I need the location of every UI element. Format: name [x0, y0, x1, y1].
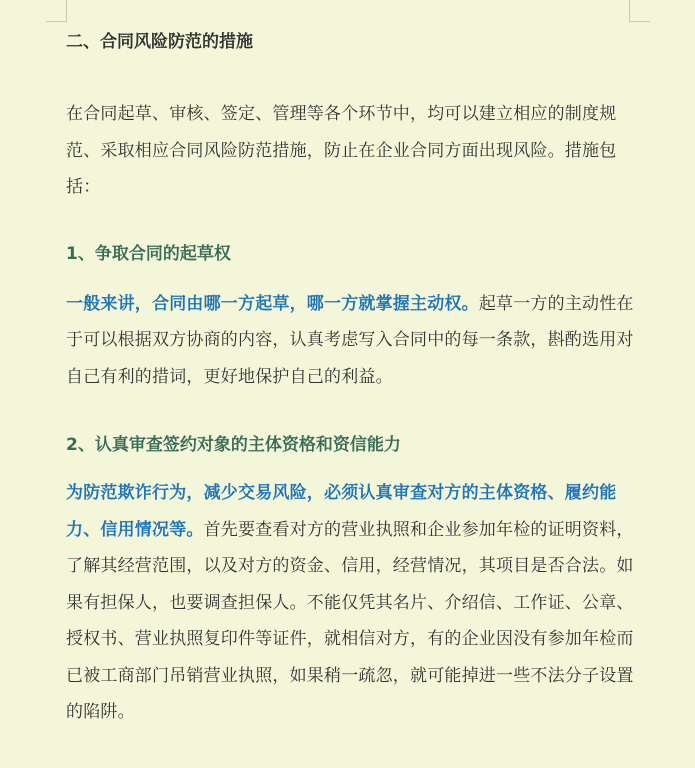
section-title: 二、合同风险防范的措施 [66, 32, 253, 52]
intro-paragraph: 在合同起草、审核、签定、管理等各个环节中，均可以建立相应的制度规范、采取相应合同风险防范措施，防止在企业合同方面出现风险。措施包括： [66, 104, 617, 197]
page-corner-mark-left [46, 0, 67, 22]
paragraph-2 [66, 475, 636, 731]
paragraph-1-body: 起草一方的主动性在于可以根据双方协商的内容，认真考虑写入合同中的每一条款，斟酌选用对自己有利的措词，更好地保护自己的利益。 [66, 293, 634, 387]
subheading-2: 2、认真审查签约对象的主体资格和资信能力 [66, 435, 401, 455]
paragraph-1-highlight: 一般来讲，合同由哪一方起草，哪一方就掌握主动权。 [66, 293, 479, 314]
document-page [66, 26, 636, 731]
paragraph-2-highlight: 为防范欺诈行为，减少交易风险，必须认真审查对方的主体资格、履约能力、信用情况等。 [66, 483, 617, 540]
page-corner-mark-right [629, 0, 650, 22]
paragraph-2-body: 首先要查看对方的营业执照和企业参加年检的证明资料，了解其经营范围，以及对方的资金、信用，经营情况，其项目是否合法。如果有担保人，也要调查担保人。不能仅凭其名片、介绍信、工作证、公章、授权书、营业执照复印件等证件，就相信对方，有的企业因没有参加年检而已被工商部门吊销营业执照，如果稍一疏忽，就可能掉进一些不法分子设置的陷阱。 [66, 519, 634, 722]
subheading-1: 1、争取合同的起草权 [66, 243, 231, 264]
paragraph-1 [66, 286, 636, 396]
